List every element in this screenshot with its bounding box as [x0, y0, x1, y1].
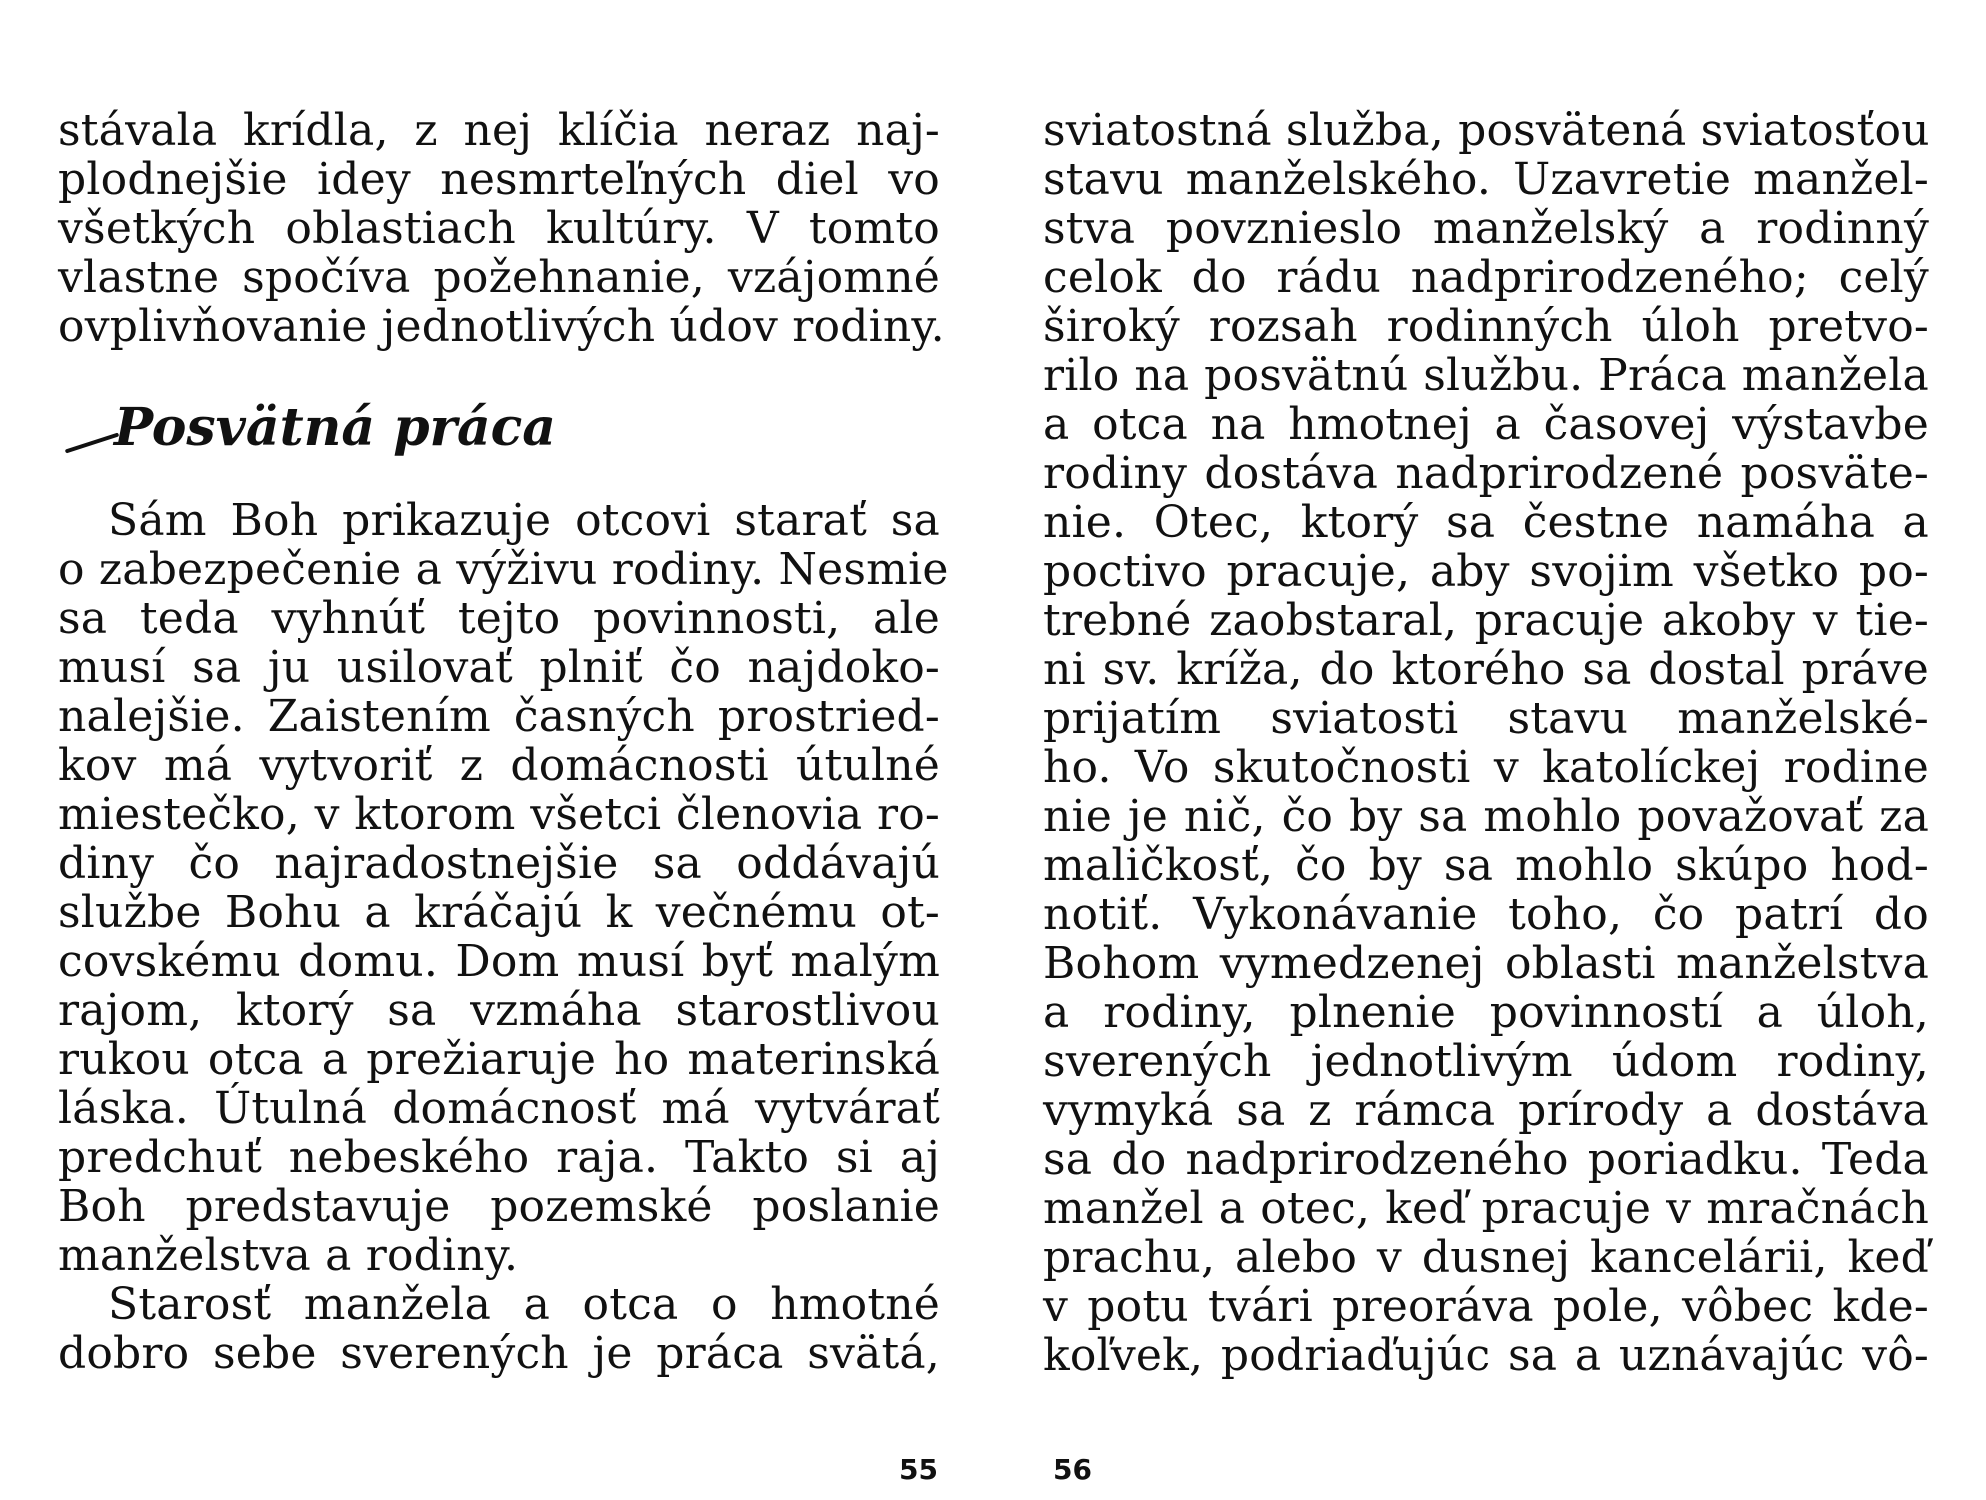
page-number: 56	[1053, 1453, 1092, 1486]
text-line: dobro sebe sverených je práca svätá,	[58, 1328, 940, 1379]
text-line: Boh predstavuje pozemské poslanie	[58, 1181, 940, 1232]
text-line: stávala krídla, z nej klíčia neraz naj-	[58, 105, 940, 156]
text-line: poctivo pracuje, aby svojim všetko po-	[1043, 546, 1929, 597]
text-line: covskému domu. Dom musí byť malým	[58, 936, 940, 987]
text-line: rukou otca a prežiaruje ho materinská	[58, 1034, 940, 1085]
text-line: láska. Útulná domácnosť má vytvárať	[58, 1083, 940, 1134]
text-line: miestečko, v ktorom všetci členovia ro-	[58, 789, 940, 840]
text-line: sverených jednotlivým údom rodiny,	[1043, 1036, 1929, 1087]
text-line: službe Bohu a kráčajú k večnému ot-	[58, 887, 940, 938]
text-line: vlastne spočíva požehnanie, vzájomné	[58, 252, 940, 303]
text-line: Starosť manžela a otca o hmotné	[108, 1279, 940, 1330]
page-number: 55	[899, 1453, 938, 1486]
text-line: diny čo najradostnejšie sa oddávajú	[58, 838, 940, 889]
text-line: rajom, ktorý sa vzmáha starostlivou	[58, 985, 940, 1036]
text-line: a rodiny, plnenie povinností a úloh,	[1043, 987, 1929, 1038]
text-line: manželstva a rodiny.	[58, 1230, 519, 1281]
text-line: o zabezpečenie a výživu rodiny. Nesmie	[58, 544, 949, 595]
text-line: celok do rádu nadprirodzeného; celý	[1043, 252, 1929, 303]
text-line: prijatím sviatosti stavu manželské-	[1043, 693, 1929, 744]
heading-swash	[65, 432, 119, 453]
text-line: ho. Vo skutočnosti v katolíckej rodine	[1043, 742, 1929, 793]
text-line: notiť. Vykonávanie toho, čo patrí do	[1043, 889, 1929, 940]
text-line: Sám Boh prikazuje otcovi starať sa	[108, 495, 940, 546]
text-line: široký rozsah rodinných úloh pretvo-	[1043, 301, 1929, 352]
left-body-text	[58, 495, 949, 1379]
section-heading	[64, 398, 556, 458]
text-line: koľvek, podriaďujúc sa a uznávajúc vô-	[1043, 1330, 1929, 1381]
text-line: sa teda vyhnúť tejto povinnosti, ale	[58, 593, 940, 644]
text-line: plodnejšie idey nesmrteľných diel vo	[58, 154, 940, 205]
text-line: nie. Otec, ktorý sa čestne namáha a	[1043, 497, 1929, 548]
text-line: maličkosť, čo by sa mohlo skúpo hod-	[1043, 840, 1929, 891]
text-line: rilo na posvätnú službu. Práca manžela	[1043, 350, 1929, 401]
text-line: nie je nič, čo by sa mohlo považovať za	[1043, 791, 1929, 842]
text-line: stva povznieslo manželský a rodinný	[1043, 203, 1929, 254]
text-line: všetkých oblastiach kultúry. V tomto	[58, 203, 940, 254]
text-line: stavu manželského. Uzavretie manžel-	[1043, 154, 1929, 205]
right-page	[993, 0, 1986, 1500]
right-body-text	[1043, 106, 1929, 1380]
text-line: a otca na hmotnej a časovej výstavbe	[1043, 399, 1929, 450]
text-line: ovplivňovanie jednotlivých údov rodiny.	[58, 301, 945, 352]
left-top-paragraph	[58, 105, 945, 352]
text-line: predchuť nebeského raja. Takto si aj	[58, 1132, 940, 1183]
text-line: Bohom vymedzenej oblasti manželstva	[1043, 938, 1929, 989]
text-line: rodiny dostáva nadprirodzené posväte-	[1043, 448, 1929, 499]
text-line: vymyká sa z rámca prírody a dostáva	[1043, 1085, 1929, 1136]
text-line: nalejšie. Zaistením časných prostried-	[58, 691, 940, 742]
text-line: kov má vytvoriť z domácnosti útulné	[58, 740, 940, 791]
text-line: sviatostná služba, posvätená sviatosťou	[1043, 105, 1930, 156]
text-line: musí sa ju usilovať plniť čo najdoko-	[58, 642, 940, 693]
text-line: sa do nadprirodzeného poriadku. Teda	[1043, 1134, 1929, 1185]
text-line: v potu tvári preoráva pole, vôbec kde-	[1043, 1281, 1929, 1332]
section-heading-text: Posvätná práca	[114, 397, 556, 458]
text-line: trebné zaobstaral, pracuje akoby v tie-	[1043, 595, 1929, 646]
text-line: ni sv. kríža, do ktorého sa dostal práve	[1043, 644, 1929, 695]
text-line: prachu, alebo v dusnej kancelárii, keď	[1043, 1232, 1929, 1283]
text-line: manžel a otec, keď pracuje v mračnách	[1043, 1183, 1929, 1234]
